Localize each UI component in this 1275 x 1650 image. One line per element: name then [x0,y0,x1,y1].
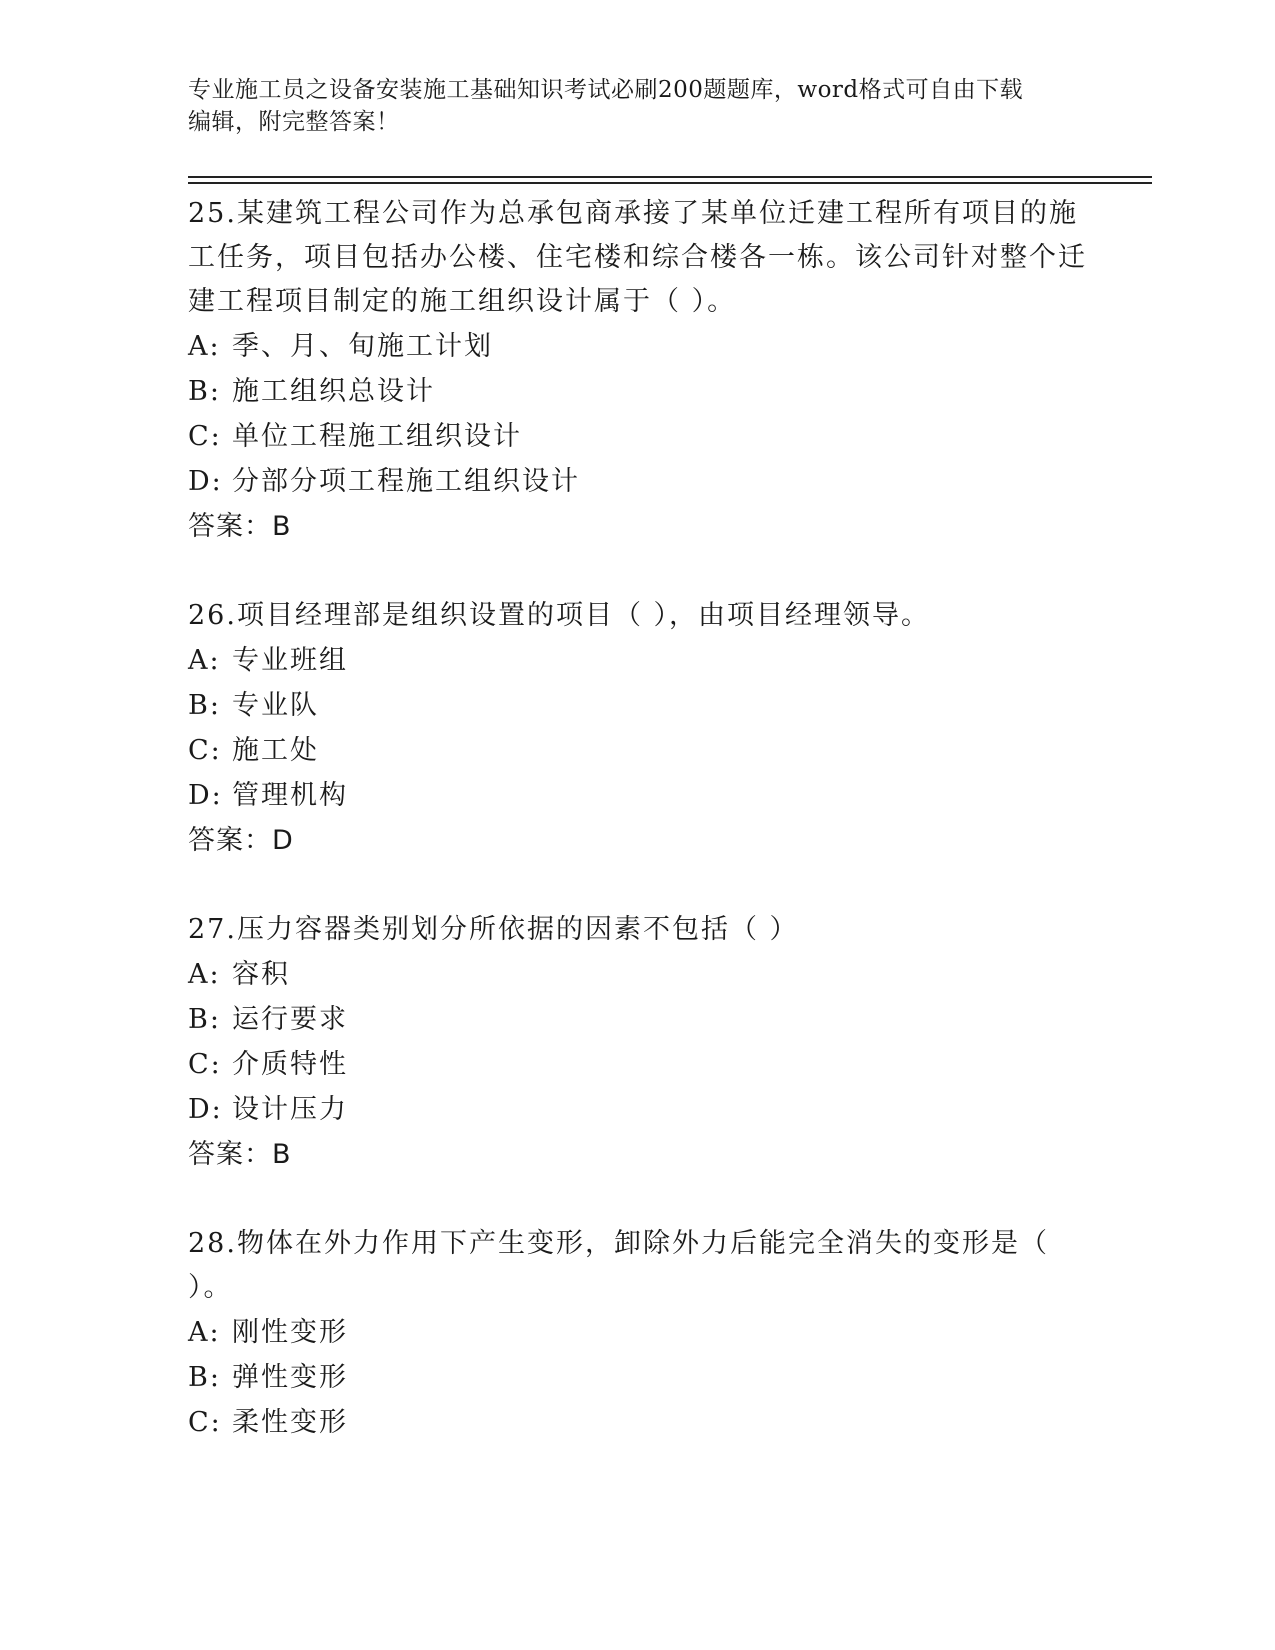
option-key: D: [188,780,223,811]
option-key: B: [188,690,221,721]
option-text: 单位工程施工组织设计 [232,421,522,452]
question-stem: 25.某建筑工程公司作为总承包商承接了某单位迁建工程所有项目的施工任务，项目包括办公楼、住宅楼和综合楼各一栋。该公司针对整个迁建工程项目制定的施工组织设计属于（ ）。 [188,198,1087,317]
option-d [188,1087,1088,1132]
option-key: C: [188,735,222,766]
option-key: B: [188,1362,221,1393]
answer-line: 答案：D [188,825,294,856]
question-25 [188,192,1088,550]
option-a [188,952,1088,997]
question-stem: 28.物体在外力作用下产生变形，卸除外力后能完全消失的变形是（ ）。 [188,1228,1049,1303]
option-key: C: [188,421,222,452]
option-text: 专业班组 [232,645,348,676]
option-text: 施工处 [232,735,319,766]
option-key: B: [188,376,221,407]
option-key: C: [188,1407,222,1438]
option-d [188,459,1088,504]
document-header [188,74,1068,138]
option-text: 设计压力 [232,1094,348,1125]
answer-line: 答案：B [188,1139,292,1170]
option-b [188,369,1088,414]
question-spacer [188,550,1088,594]
option-key: C: [188,1049,222,1080]
option-a [188,324,1088,369]
option-text: 柔性变形 [232,1407,348,1438]
option-text: 刚性变形 [232,1317,348,1348]
option-c [188,728,1088,773]
option-key: A: [188,331,221,362]
option-b [188,683,1088,728]
option-b [188,1355,1088,1400]
option-text: 容积 [232,959,290,990]
option-text: 季、月、旬施工计划 [232,331,493,362]
option-d [188,773,1088,818]
option-text: 施工组织总设计 [232,376,435,407]
option-key: D: [188,1094,223,1125]
option-text: 分部分项工程施工组织设计 [232,466,580,497]
option-text: 介质特性 [232,1049,348,1080]
option-c [188,1042,1088,1087]
option-key: A: [188,1317,221,1348]
option-c [188,414,1088,459]
option-a [188,1310,1088,1355]
question-spacer [188,864,1088,908]
question-26 [188,594,1088,864]
option-text: 专业队 [232,690,319,721]
option-key: A: [188,959,221,990]
header-title-line-2: 编辑，附完整答案！ [188,109,400,135]
option-key: A: [188,645,221,676]
option-a [188,638,1088,683]
option-text: 运行要求 [232,1004,348,1035]
question-list [188,192,1088,1445]
header-divider-top [188,176,1152,178]
question-stem: 26.项目经理部是组织设置的项目（ ），由项目经理领导。 [188,600,931,631]
option-c [188,1400,1088,1445]
option-text: 管理机构 [232,780,348,811]
header-divider-bottom [188,182,1152,184]
option-key: B: [188,1004,221,1035]
question-27 [188,908,1088,1178]
question-28 [188,1222,1088,1445]
header-title-line-1: 专业施工员之设备安装施工基础知识考试必刷200题题库，word格式可自由下载 [188,77,1024,103]
option-b [188,997,1088,1042]
question-spacer [188,1178,1088,1222]
option-key: D: [188,466,223,497]
question-stem: 27.压力容器类别划分所依据的因素不包括（ ） [188,914,799,945]
option-text: 弹性变形 [232,1362,348,1393]
answer-line: 答案：B [188,511,292,542]
